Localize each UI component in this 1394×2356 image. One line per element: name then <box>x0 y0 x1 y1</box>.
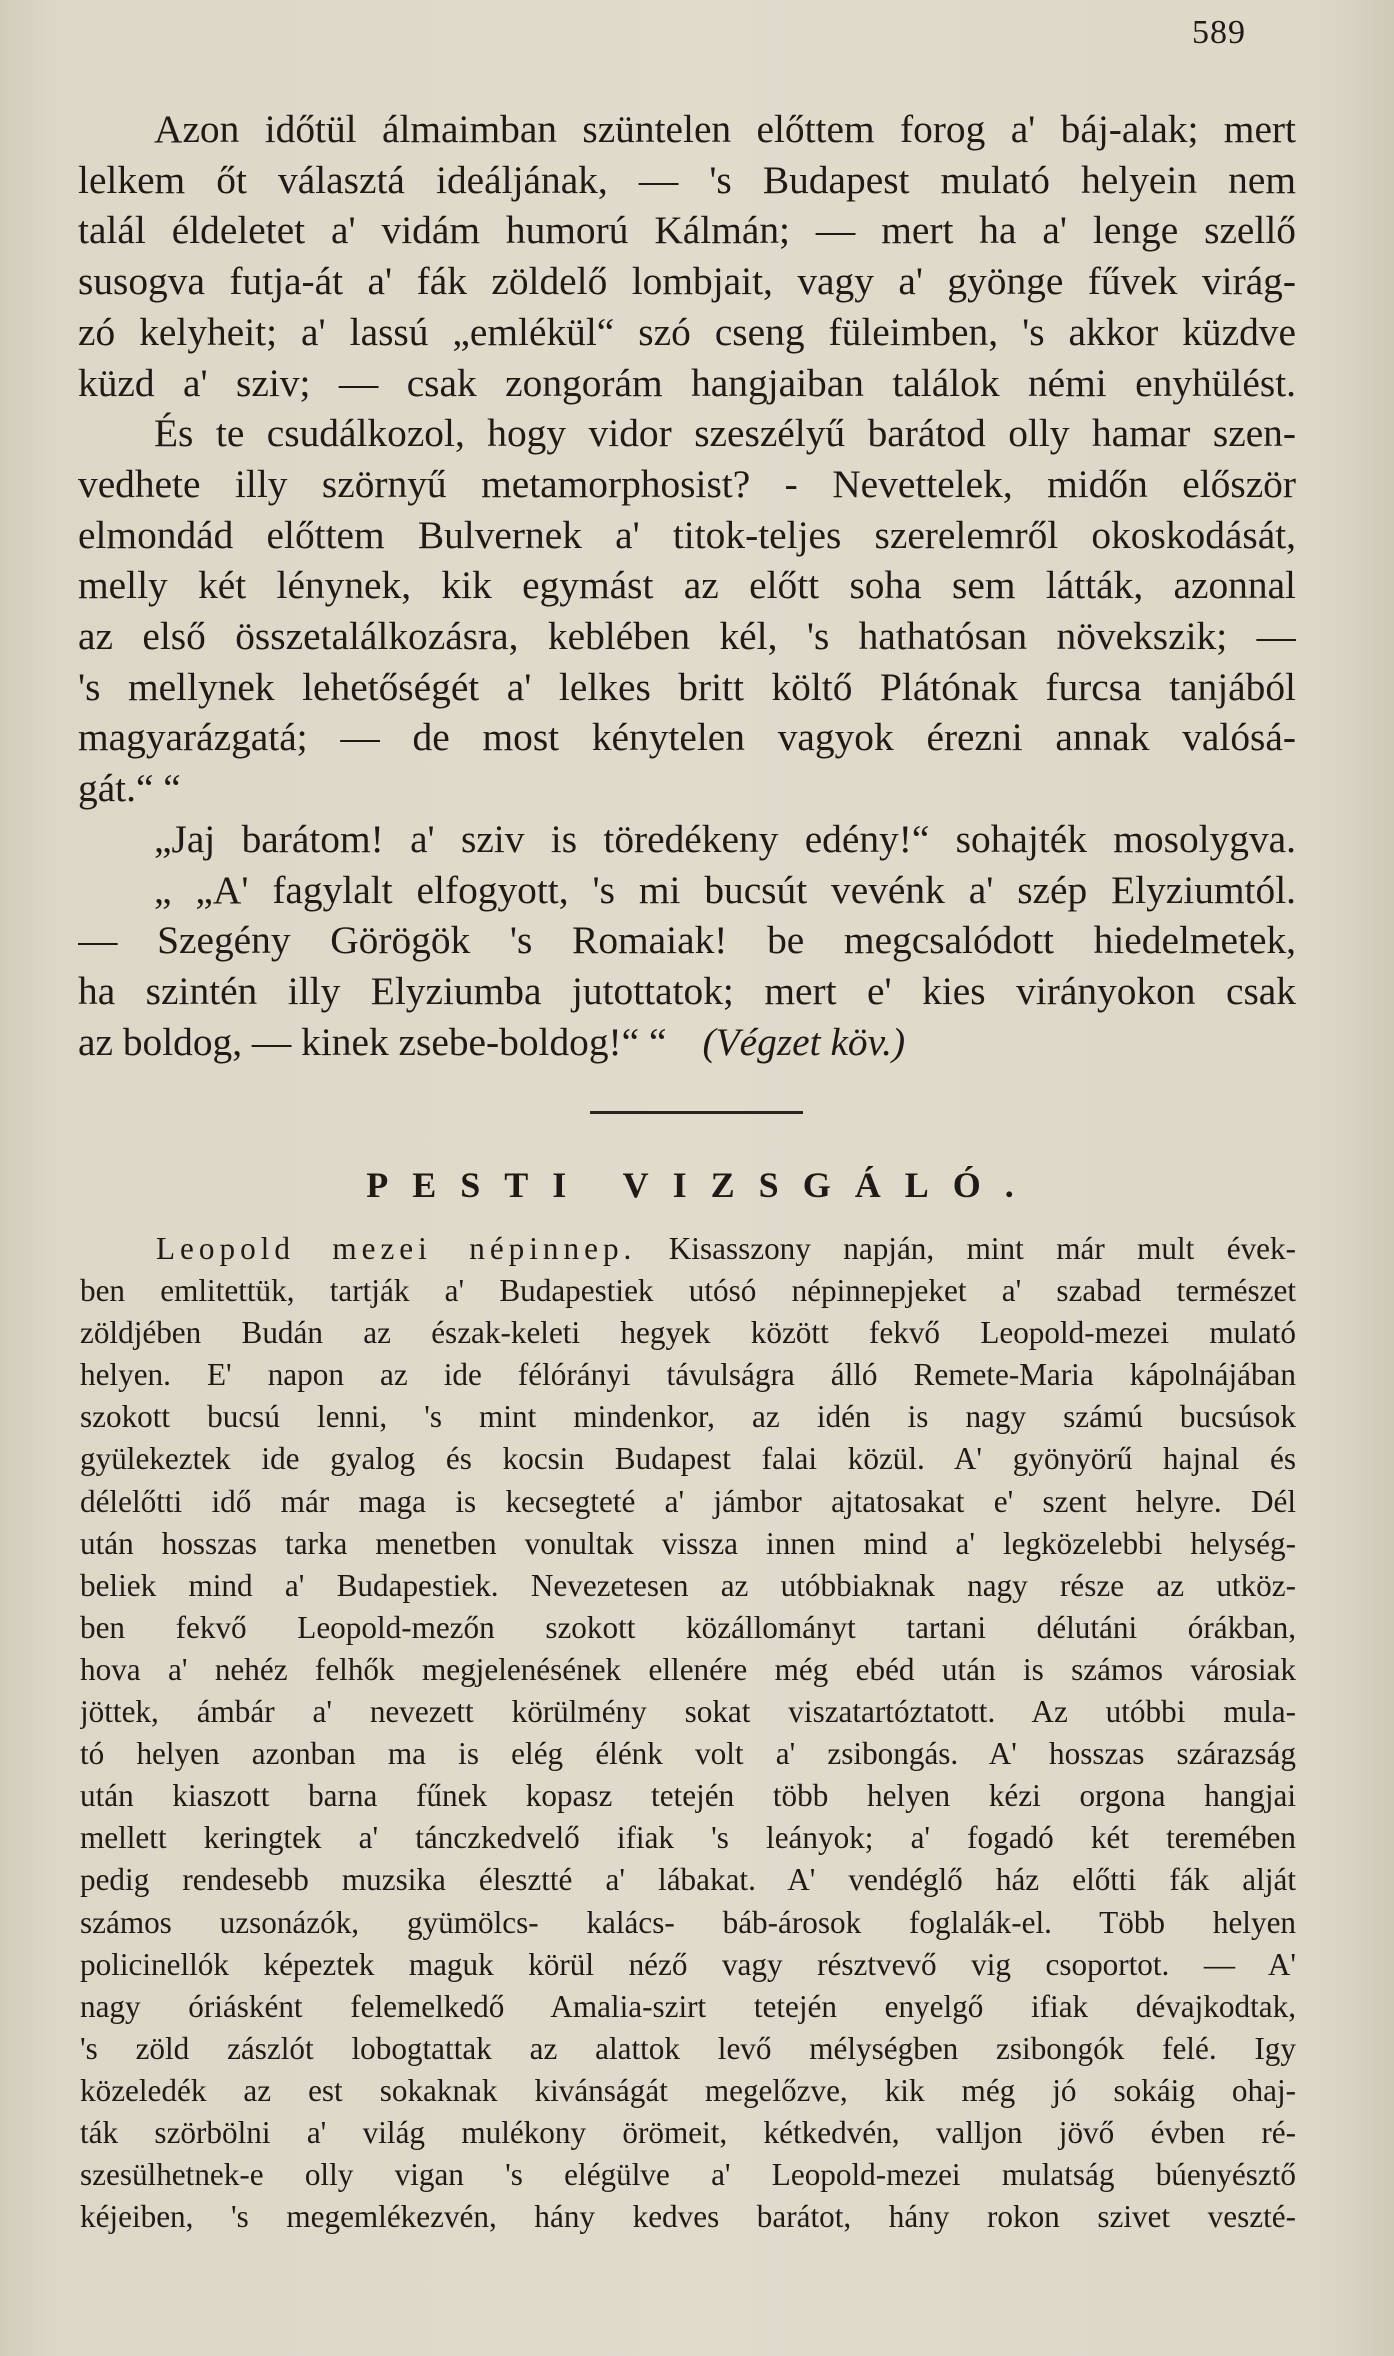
text-line: Azon időtül álmaimban szüntelen előttem forog a' báj-alak; mert <box>154 107 1296 151</box>
text-line: szokott bucsú lenni, 's mint mindenkor, az idén is nagy számú bucsúsok <box>80 1399 1296 1435</box>
text-line: elmondád előttem Bulvernek a' titok-teljes szerelemről okoskodását, <box>78 512 1296 557</box>
text-line: jöttek, ámbár a' nevezett körülmény sokat viszatartóztatott. Az utóbbi mula- <box>80 1694 1296 1730</box>
text-line: susogva futja-át a' fák zöldelő lombjait, vagy a' gyönge fűvek virág- <box>78 259 1296 304</box>
text-line: tó helyen azonban ma is elég élénk volt a' zsibongás. A' hosszas szárazság <box>80 1736 1296 1772</box>
section-title: PESTI VIZSGÁLÓ. <box>366 1165 1038 1205</box>
text-line: — Szegény Görögök 's Romaiak! be megcsalódott hiedelmetek, <box>78 918 1296 963</box>
text-line: mellett keringtek a' tánczkedvelő ifiak 's leányok; a' fogadó két teremében <box>80 1820 1296 1856</box>
text-line: talál éldeletet a' vidám humorú Kálmán; — mert ha a' lenge szellő <box>78 208 1296 253</box>
text-line: az első összetalálkozásra, keblében kél, 's hathatósan növekszik; — <box>78 614 1296 659</box>
text-line: „Jaj barátom! a' sziv is töredékeny edény!“ sohajték mosolygva. <box>154 816 1296 861</box>
text-line: vedhete illy szörnyű metamorphosist? - Nevettelek, midőn először <box>78 461 1296 506</box>
text-line: 's mellynek lehetőségét a' lelkes britt költő Plátónak furcsa tanjából <box>78 664 1296 709</box>
lead-rest: Kisasszony napján, mint már mult évek- <box>636 1231 1296 1266</box>
text-line: szesülhetnek-e olly vigan 's elégülve a' Leopold-mezei mulatság búenyésztő <box>80 2157 1296 2193</box>
text-line: hova a' nehéz felhők megjelenésének ellenére még ebéd után is számos városiak <box>80 1651 1296 1687</box>
text-line: magyarázgatá; — de most kénytelen vagyok érezni annak valósá- <box>78 715 1296 760</box>
text-line: ben fekvő Leopold-mezőn szokott közállományt tartani délutáni órákban, <box>80 1609 1296 1645</box>
text-line: ha szintén illy Elyziumba jutottatok; mert e' kies virányokon csak <box>78 968 1296 1013</box>
text-line: melly két lénynek, kik egymást az előtt soha sem látták, azonnal <box>78 563 1296 608</box>
text-line: beliek mind a' Budapestiek. Nevezetesen az utóbbiaknak nagy része az utköz- <box>80 1567 1296 1603</box>
text-line: után kiaszott barna fűnek kopasz tetején több helyen kézi orgona hangjai <box>80 1778 1296 1814</box>
letter-text-block <box>78 104 1296 1067</box>
text-line: ták szörbölni a' világ mulékony örömeit, kétkedvén, valljon jövő évben ré- <box>80 2114 1296 2150</box>
text-line: „ „A' fagylalt elfogyott, 's mi bucsút vevénk a' szép Elyziumtól. <box>154 867 1296 912</box>
text-line: számos uzsonázók, gyümölcs- kalács- báb-árosok foglalák-el. Több helyen <box>80 1904 1296 1940</box>
report-text-block <box>80 1228 1296 2238</box>
text-line: nagy óriásként felemelkedő Amalia-szirt tetején enyelgő ifiak dévajkodtak, <box>80 1988 1296 2024</box>
text-line: policinellók képeztek maguk körül néző vagy résztvevő vig csoportot. — A' <box>80 1946 1296 1982</box>
closing-line <box>78 1017 1296 1068</box>
text-line: 's zöld zászlót lobogtattak az alattok levő mélységben zsibongók felé. Igy <box>80 2030 1296 2066</box>
text-line: gát.“ “ <box>78 766 181 811</box>
lead-line <box>80 1228 1296 1270</box>
section-divider <box>590 1111 803 1114</box>
text-line: lelkem őt választá ideáljának, — 's Budapest mulató helyein nem <box>78 157 1296 202</box>
text-line: közeledék az est sokaknak kivánságát megelőzve, kik még jó sokáig ohaj- <box>80 2072 1296 2108</box>
text-line: délelőtti idő már maga is kecsegteté a' jámbor ajtatosakat e' szent helyre. Dél <box>80 1483 1296 1519</box>
text-line: ben emlitettük, tartják a' Budapestiek utósó népinnepjeket a' szabad természet <box>80 1273 1296 1309</box>
text-line: zó kelyheit; a' lassú „emlékül“ szó cseng füleimben, 's akkor küzdve <box>78 309 1296 354</box>
text-line: küzd a' sziv; — csak zongorám hangjaiban találok némi enyhülést. <box>78 360 1296 405</box>
text-line: helyen. E' napon az ide félórányi távulságra álló Remete-Maria kápolnájában <box>80 1357 1296 1393</box>
text-line: gyülekeztek ide gyalog és kocsin Budapest falai közül. A' gyönyörű hajnal és <box>80 1441 1296 1477</box>
text-line: zöldjében Budán az észak-keleti hegyek között fekvő Leopold-mezei mulató <box>80 1315 1296 1351</box>
text-line: után hosszas tarka menetben vonultak vissza innen mind a' legközelebbi helység- <box>80 1525 1296 1561</box>
continuation-note: (Végzet köv.) <box>702 1019 906 1064</box>
page-number: 589 <box>1192 14 1246 51</box>
text-line: És te csudálkozol, hogy vidor szeszélyű barátod olly hamar szen- <box>154 411 1296 456</box>
text-line: kéjeiben, 's megemlékezvén, hány kedves barátot, hány rokon szivet veszté- <box>80 2199 1296 2235</box>
lead-words: Leopold mezei népinnep. <box>156 1231 637 1266</box>
text-line: pedig rendesebb muzsika élesztté a' lábakat. A' vendéglő ház előtti fák alját <box>80 1862 1296 1898</box>
closing-text: az boldog, — kinek zsebe-boldog!“ “ <box>78 1019 667 1064</box>
